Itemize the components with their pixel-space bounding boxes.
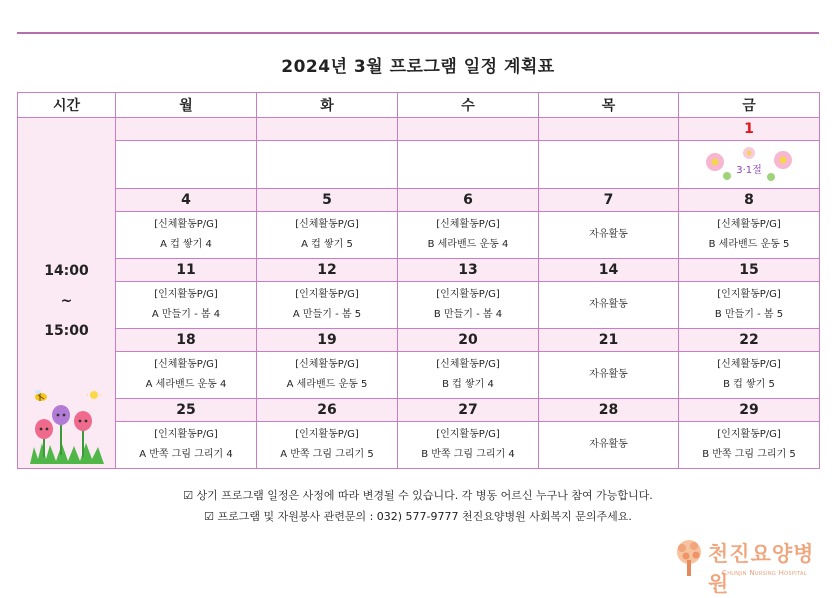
activity-cell (116, 422, 257, 469)
holiday-flowers-illustration (701, 144, 797, 186)
date-cell (539, 118, 679, 141)
week1-activity-row (18, 141, 820, 189)
week5-date-row (18, 399, 820, 422)
week4-activity-row (18, 352, 820, 399)
activity-category: [신체활동P/G] (717, 359, 781, 370)
activity-category: [신체활동P/G] (154, 219, 218, 230)
week5-activity-row (18, 422, 820, 469)
activity-category: [인지활동P/G] (295, 429, 359, 440)
time-sep: ~ (60, 293, 73, 309)
flowers-illustration (28, 389, 108, 464)
activity-cell (398, 141, 539, 189)
activity-name: B 컵 쌓기 5 (723, 379, 775, 390)
activity-category: [인지활동P/G] (154, 429, 218, 440)
date-cell: 6 (398, 189, 539, 212)
activity-cell (116, 352, 257, 399)
activity-name: B 컵 쌓기 4 (442, 379, 494, 390)
time-start: 14:00 (44, 263, 89, 279)
activity-name: A 만들기 - 봄 4 (151, 309, 221, 320)
activity-cell (257, 422, 398, 469)
activity-cell (257, 212, 398, 259)
activity-category: [신체활동P/G] (154, 359, 218, 370)
time-cell (18, 118, 116, 469)
date-cell (116, 118, 257, 141)
header-thu: 목 (539, 93, 679, 118)
activity-cell (116, 141, 257, 189)
date-cell (257, 118, 398, 141)
holiday-cell (679, 141, 820, 189)
week3-activity-row (18, 282, 820, 329)
note-line-2: ☑ 프로그램 및 자원봉사 관련문의 : 032) 577-9777 천진요양병원 사회복지 문의주세요. (204, 510, 632, 523)
activity-name: B 만들기 - 봄 4 (433, 309, 503, 320)
activity-name: A 반쪽 그림 그리기 5 (280, 449, 374, 460)
activity-cell (398, 212, 539, 259)
activity-category: [인지활동P/G] (436, 429, 500, 440)
activity-cell (398, 422, 539, 469)
activity-cell (257, 352, 398, 399)
activity-cell (679, 282, 820, 329)
activity-cell (257, 141, 398, 189)
activity-name: A 만들기 - 봄 5 (292, 309, 362, 320)
week1-date-row (18, 118, 820, 141)
activity-cell (398, 352, 539, 399)
logo-subtitle: Chunjin Nursing Hospital (722, 569, 807, 577)
activity-name: A 세라밴드 운동 5 (286, 379, 368, 390)
date-cell: 29 (679, 399, 820, 422)
top-rule (17, 32, 819, 34)
date-cell: 11 (116, 259, 257, 282)
activity-cell (679, 422, 820, 469)
activity-name: B 만들기 - 봄 5 (714, 309, 784, 320)
activity-cell (398, 282, 539, 329)
date-cell: 25 (116, 399, 257, 422)
activity-name: B 반쪽 그림 그리기 4 (421, 449, 515, 460)
date-cell: 4 (116, 189, 257, 212)
page-title: 2024년 3월 프로그램 일정 계획표 (281, 57, 555, 77)
activity-cell (679, 212, 820, 259)
date-cell-fri-1: 1 (679, 118, 820, 141)
date-cell: 28 (539, 399, 679, 422)
activity-category: [신체활동P/G] (295, 359, 359, 370)
date-cell: 21 (539, 329, 679, 352)
free-activity-cell: 자유활동 (539, 212, 679, 259)
free-activity-cell: 자유활동 (539, 352, 679, 399)
header-tue: 화 (257, 93, 398, 118)
date-cell: 14 (539, 259, 679, 282)
week2-activity-row (18, 212, 820, 259)
header-row (18, 93, 820, 118)
activity-category: [인지활동P/G] (436, 289, 500, 300)
date-cell: 12 (257, 259, 398, 282)
header-wed: 수 (398, 93, 539, 118)
activity-category: [인지활동P/G] (717, 289, 781, 300)
activity-category: [인지활동P/G] (717, 429, 781, 440)
holiday-label: 3·1절 (736, 164, 762, 176)
date-cell: 13 (398, 259, 539, 282)
date-cell (398, 118, 539, 141)
time-end: 15:00 (44, 323, 89, 339)
date-cell: 27 (398, 399, 539, 422)
date-cell: 19 (257, 329, 398, 352)
date-cell: 22 (679, 329, 820, 352)
activity-category: [신체활동P/G] (717, 219, 781, 230)
activity-name: A 컵 쌓기 4 (160, 239, 212, 250)
activity-name: B 반쪽 그림 그리기 5 (702, 449, 796, 460)
activity-cell (116, 212, 257, 259)
activity-category: [인지활동P/G] (295, 289, 359, 300)
activity-name: A 반쪽 그림 그리기 4 (139, 449, 233, 460)
tree-logo-icon (672, 538, 706, 580)
date-cell: 20 (398, 329, 539, 352)
header-mon: 월 (116, 93, 257, 118)
activity-name: B 세라밴드 운동 5 (708, 239, 790, 250)
logo-name: 천진요양병원 (708, 542, 815, 596)
activity-name: A 컵 쌓기 5 (301, 239, 353, 250)
header-time: 시간 (18, 93, 116, 118)
date-cell: 15 (679, 259, 820, 282)
week2-date-row (18, 189, 820, 212)
note-line-1: ☑ 상기 프로그램 일정은 사정에 따라 변경될 수 있습니다. 각 병동 어르신 누구나 참여 가능합니다. (183, 489, 653, 502)
activity-cell (679, 352, 820, 399)
week4-date-row (18, 329, 820, 352)
date-cell: 8 (679, 189, 820, 212)
activity-cell (257, 282, 398, 329)
header-fri: 금 (679, 93, 820, 118)
activity-cell (539, 141, 679, 189)
date-cell: 18 (116, 329, 257, 352)
activity-category: [신체활동P/G] (295, 219, 359, 230)
activity-category: [신체활동P/G] (436, 359, 500, 370)
activity-name: B 세라밴드 운동 4 (427, 239, 509, 250)
date-cell: 5 (257, 189, 398, 212)
date-cell: 7 (539, 189, 679, 212)
free-activity-cell: 자유활동 (539, 422, 679, 469)
date-cell: 26 (257, 399, 398, 422)
activity-category: [신체활동P/G] (436, 219, 500, 230)
schedule-table (17, 92, 820, 469)
hospital-logo (672, 538, 832, 596)
activity-name: A 세라밴드 운동 4 (145, 379, 227, 390)
week3-date-row (18, 259, 820, 282)
free-activity-cell: 자유활동 (539, 282, 679, 329)
activity-cell (116, 282, 257, 329)
activity-category: [인지활동P/G] (154, 289, 218, 300)
